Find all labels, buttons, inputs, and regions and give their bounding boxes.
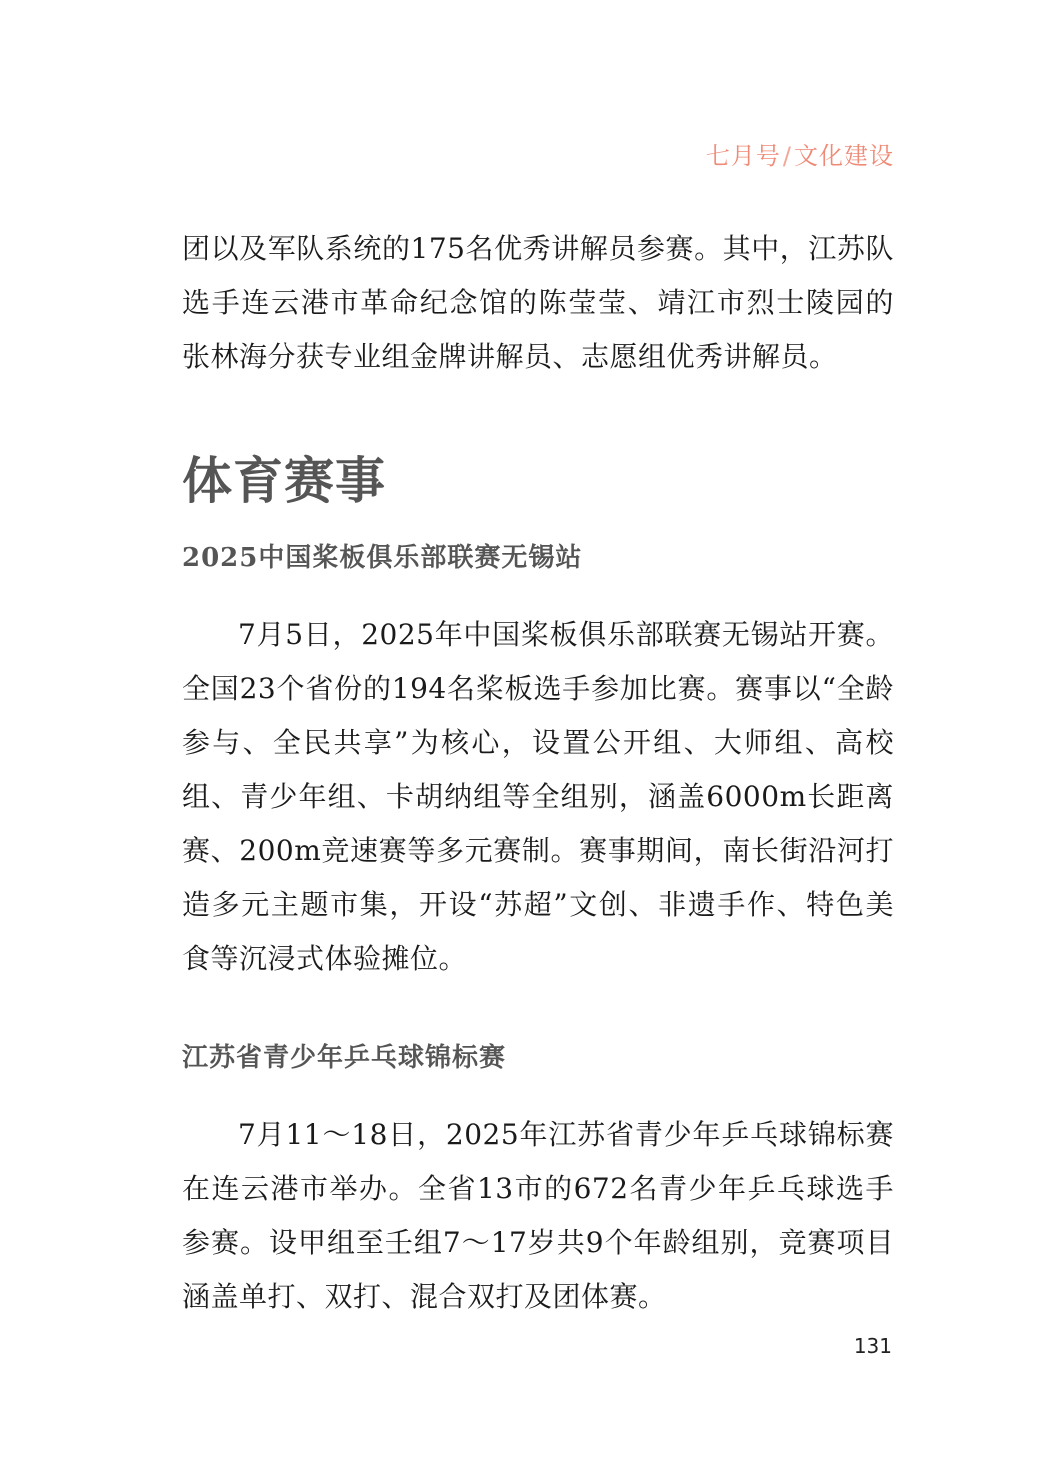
section-title: 体育赛事 [182, 452, 386, 510]
header-section: 文化建设 [794, 142, 894, 170]
article-title-table-tennis: 江苏省青少年乒乓球锦标赛 [182, 1043, 507, 1073]
article-body-paddleboard: 7月5日，2025年中国桨板俱乐部联赛无锡站开赛。全国23个省份的194名桨板选手参加比赛。赛事以“全龄参与、全民共享”为核心，设置公开组、大师组、高校组、青少年组、卡胡纳组等全组别，涵盖6000m长距离赛、200m竞速赛等多元赛制。赛事期间，南长街沿河打造多元主题市集，开设“苏超”文创、非遗手作、特色美食等沉浸式体验摊位。 [182, 618, 894, 975]
header-issue: 七月号 [705, 142, 781, 170]
page-number: 131 [853, 1334, 892, 1358]
running-header [706, 136, 894, 171]
page-content [182, 222, 894, 1324]
header-separator: / [782, 142, 792, 170]
article-body-table-tennis: 7月11～18日，2025年江苏省青少年乒乓球锦标赛在连云港市举办。全省13市的672名青少年乒乓球选手参赛。设甲组至壬组7～17岁共9个年龄组别，竞赛项目涵盖单打、双打、混合双打及团体赛。 [182, 1118, 894, 1313]
intro-paragraph: 团以及军队系统的175名优秀讲解员参赛。其中，江苏队选手连云港市革命纪念馆的陈莹莹、靖江市烈士陵园的张林海分获专业组金牌讲解员、志愿组优秀讲解员。 [182, 232, 894, 373]
article-title-paddleboard: 2025中国桨板俱乐部联赛无锡站 [182, 543, 583, 573]
